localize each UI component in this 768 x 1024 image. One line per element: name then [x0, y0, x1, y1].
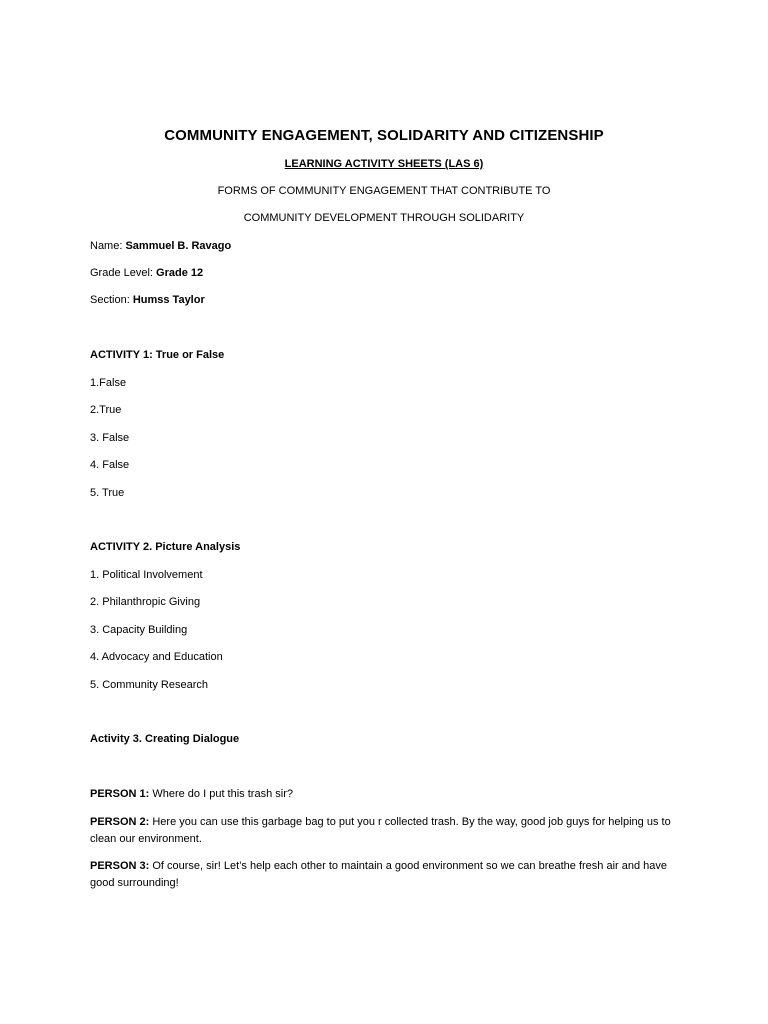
activity-2-answer: 2. Philanthropic Giving [90, 596, 201, 608]
grade-label: Grade Level: [90, 267, 157, 279]
activity-1-answer: 5. True [90, 487, 125, 499]
document-title: COMMUNITY ENGAGEMENT, SOLIDARITY AND CITIZENSHIP [164, 127, 604, 144]
topic-heading-line-1: FORMS OF COMMUNITY ENGAGEMENT THAT CONTRIBUTE TO [217, 185, 551, 197]
name-label: Name: [90, 240, 126, 252]
student-name-line [90, 240, 231, 252]
dialogue-text: Of course, sir! Let’s help each other to maintain a good environment so we can breathe fresh air and have good surrounding! [90, 860, 668, 889]
activity-2-answer: 5. Community Research [90, 679, 208, 691]
section-line [90, 294, 205, 306]
activity-1-answer: 3. False [90, 432, 130, 444]
dialogue-line-person-1 [90, 786, 690, 803]
activity-2-answer: 4. Advocacy and Education [90, 651, 223, 663]
dialogue-text: Here you can use this garbage bag to put you r collected trash. By the way, good job guys for helping us to clean our environment. [90, 816, 671, 845]
activity-1-answer: 4. False [90, 459, 130, 471]
section-label: Section: [90, 294, 133, 306]
activity-2-answer: 3. Capacity Building [90, 624, 188, 636]
dialogue-line-person-3 [90, 858, 690, 892]
dialogue-speaker: PERSON 2: [90, 816, 150, 828]
topic-heading-line-2: COMMUNITY DEVELOPMENT THROUGH SOLIDARITY [243, 212, 525, 224]
grade-level-line [90, 267, 203, 279]
activity-2-answer: 1. Political Involvement [90, 569, 203, 581]
activity-1-answer: 2.True [90, 404, 122, 416]
grade-value: Grade 12 [156, 267, 204, 279]
dialogue-text: Where do I put this trash sir? [149, 788, 293, 800]
document-subtitle: LEARNING ACTIVITY SHEETS (LAS 6) [284, 158, 484, 170]
section-value: Humss Taylor [132, 294, 205, 306]
activity-1-title: ACTIVITY 1: True or False [90, 349, 225, 361]
dialogue-line-person-2 [90, 814, 690, 848]
activity-3-title: Activity 3. Creating Dialogue [90, 733, 240, 745]
activity-2-title: ACTIVITY 2. Picture Analysis [90, 541, 241, 553]
activity-1-answer: 1.False [90, 377, 127, 389]
name-value: Sammuel B. Ravago [125, 240, 232, 252]
dialogue-speaker: PERSON 3: [90, 860, 150, 872]
dialogue-speaker: PERSON 1: [90, 788, 150, 800]
